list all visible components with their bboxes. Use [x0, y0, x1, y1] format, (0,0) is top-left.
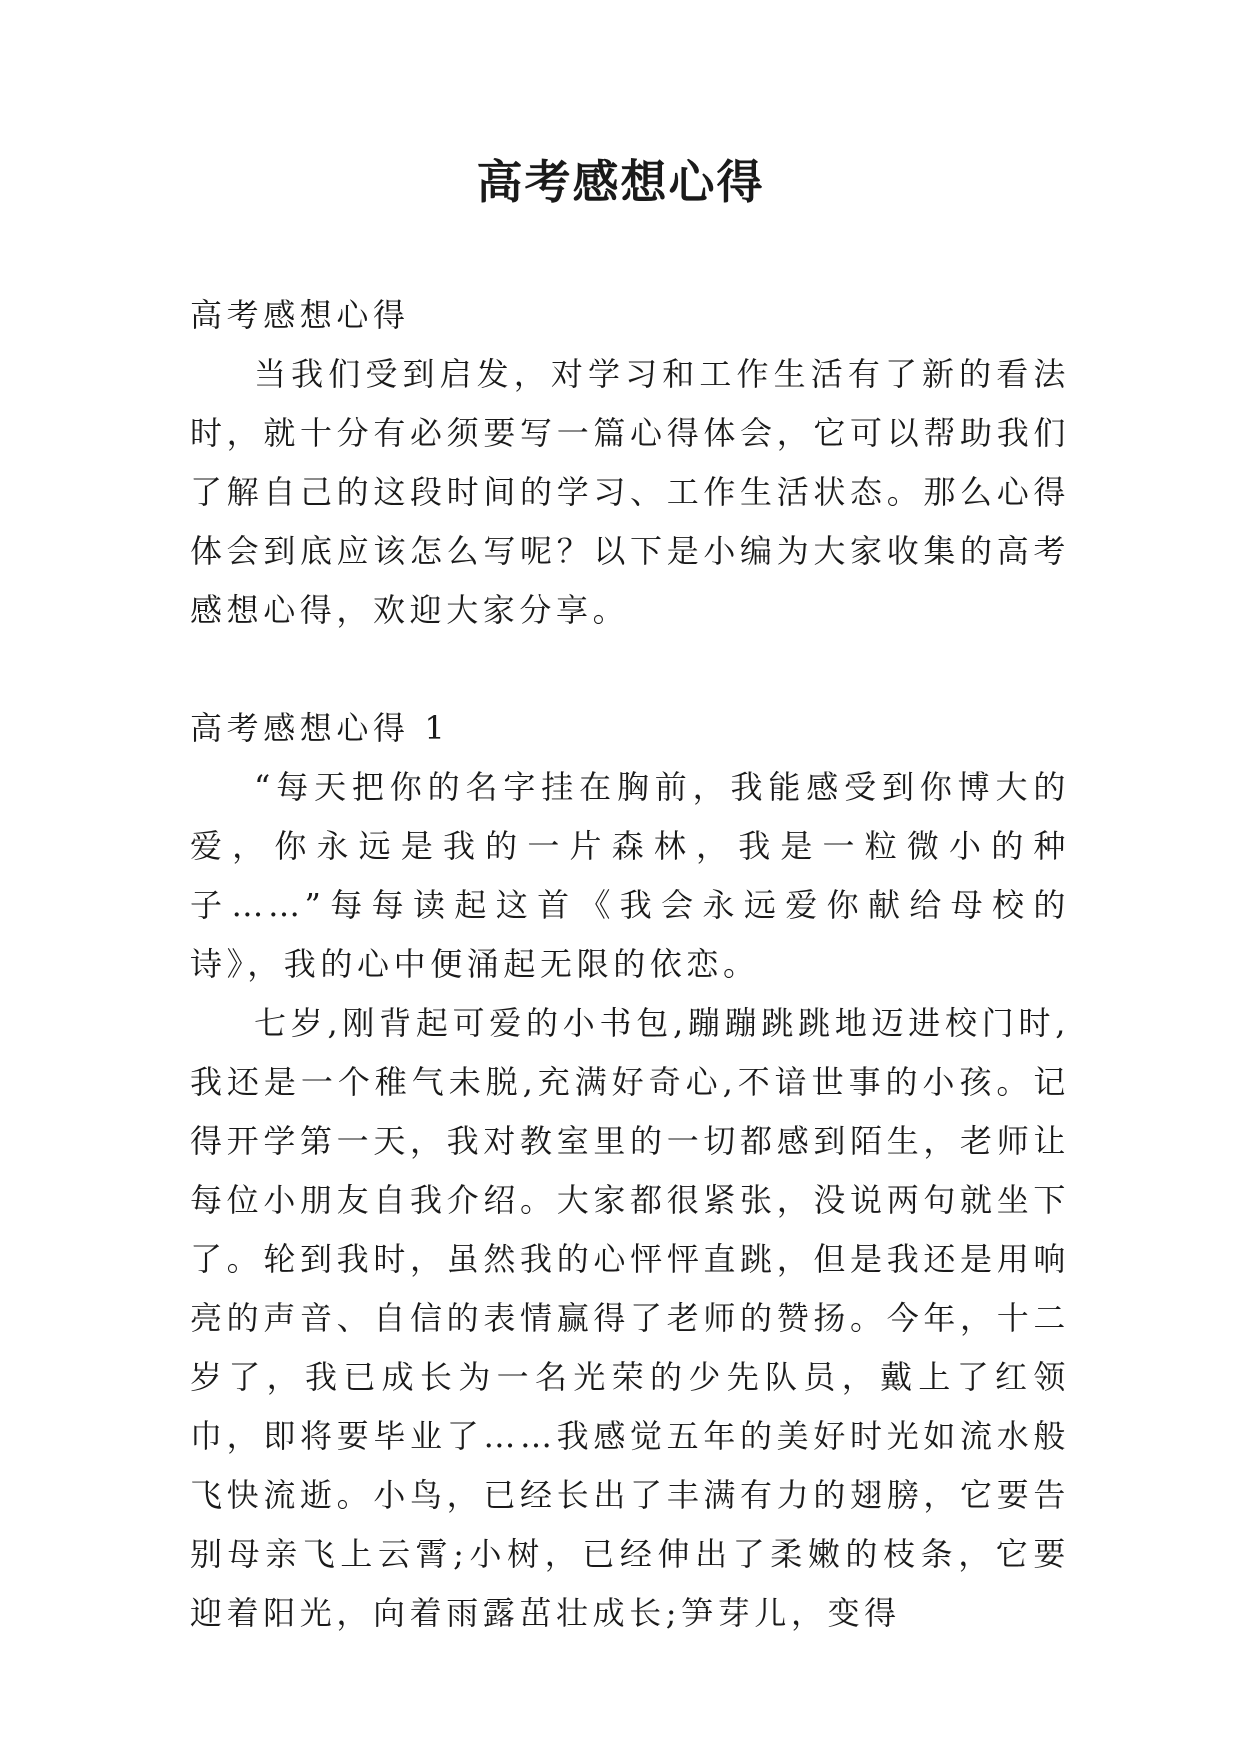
intro-paragraph: 当我们受到启发，对学习和工作生活有了新的看法时，就十分有必须要写一篇心得体会，它可以帮助我们了解自己的这段时间的学习、工作生活状态。那么心得体会到底应该怎么写呢？以下是小编为大家收集的高考感想心得，欢迎大家分享。	[190, 355, 1070, 629]
document-title: 高考感想心得	[476, 155, 765, 209]
body-paragraph: “每天把你的名字挂在胸前，我能感受到你博大的爱，你永远是我的一片森林，我是一粒微小的种子……”每每读起这首《我会永远爱你献给母校的诗》，我的心中便涌起无限的依恋。	[190, 768, 1070, 983]
body-paragraph: 七岁,刚背起可爱的小书包,蹦蹦跳跳地迈进校门时,我还是一个稚气未脱,充满好奇心,不谙世事的小孩。记得开学第一天，我对教室里的一切都感到陌生，老师让每位小朋友自我介绍。大家都很紧张，没说两句就坐下了。轮到我时，虽然我的心怦怦直跳，但是我还是用响亮的声音、自信的表情赢得了老师的赞扬。今年，十二岁了，我已成长为一名光荣的少先队员，戴上了红领巾，即将要毕业了……我感觉五年的美好时光如流水般飞快流逝。小鸟，已经长出了丰满有力的翅膀，它要告别母亲飞上云霄;小树，已经伸出了柔嫩的枝条，它要迎着阳光，向着雨露茁壮成长;笋芽儿，变得	[190, 1004, 1070, 1632]
section-spacer	[190, 640, 1070, 699]
intro-heading: 高考感想心得	[190, 296, 410, 334]
document-body	[190, 286, 1070, 1643]
section-heading: 高考感想心得 1	[190, 709, 450, 747]
